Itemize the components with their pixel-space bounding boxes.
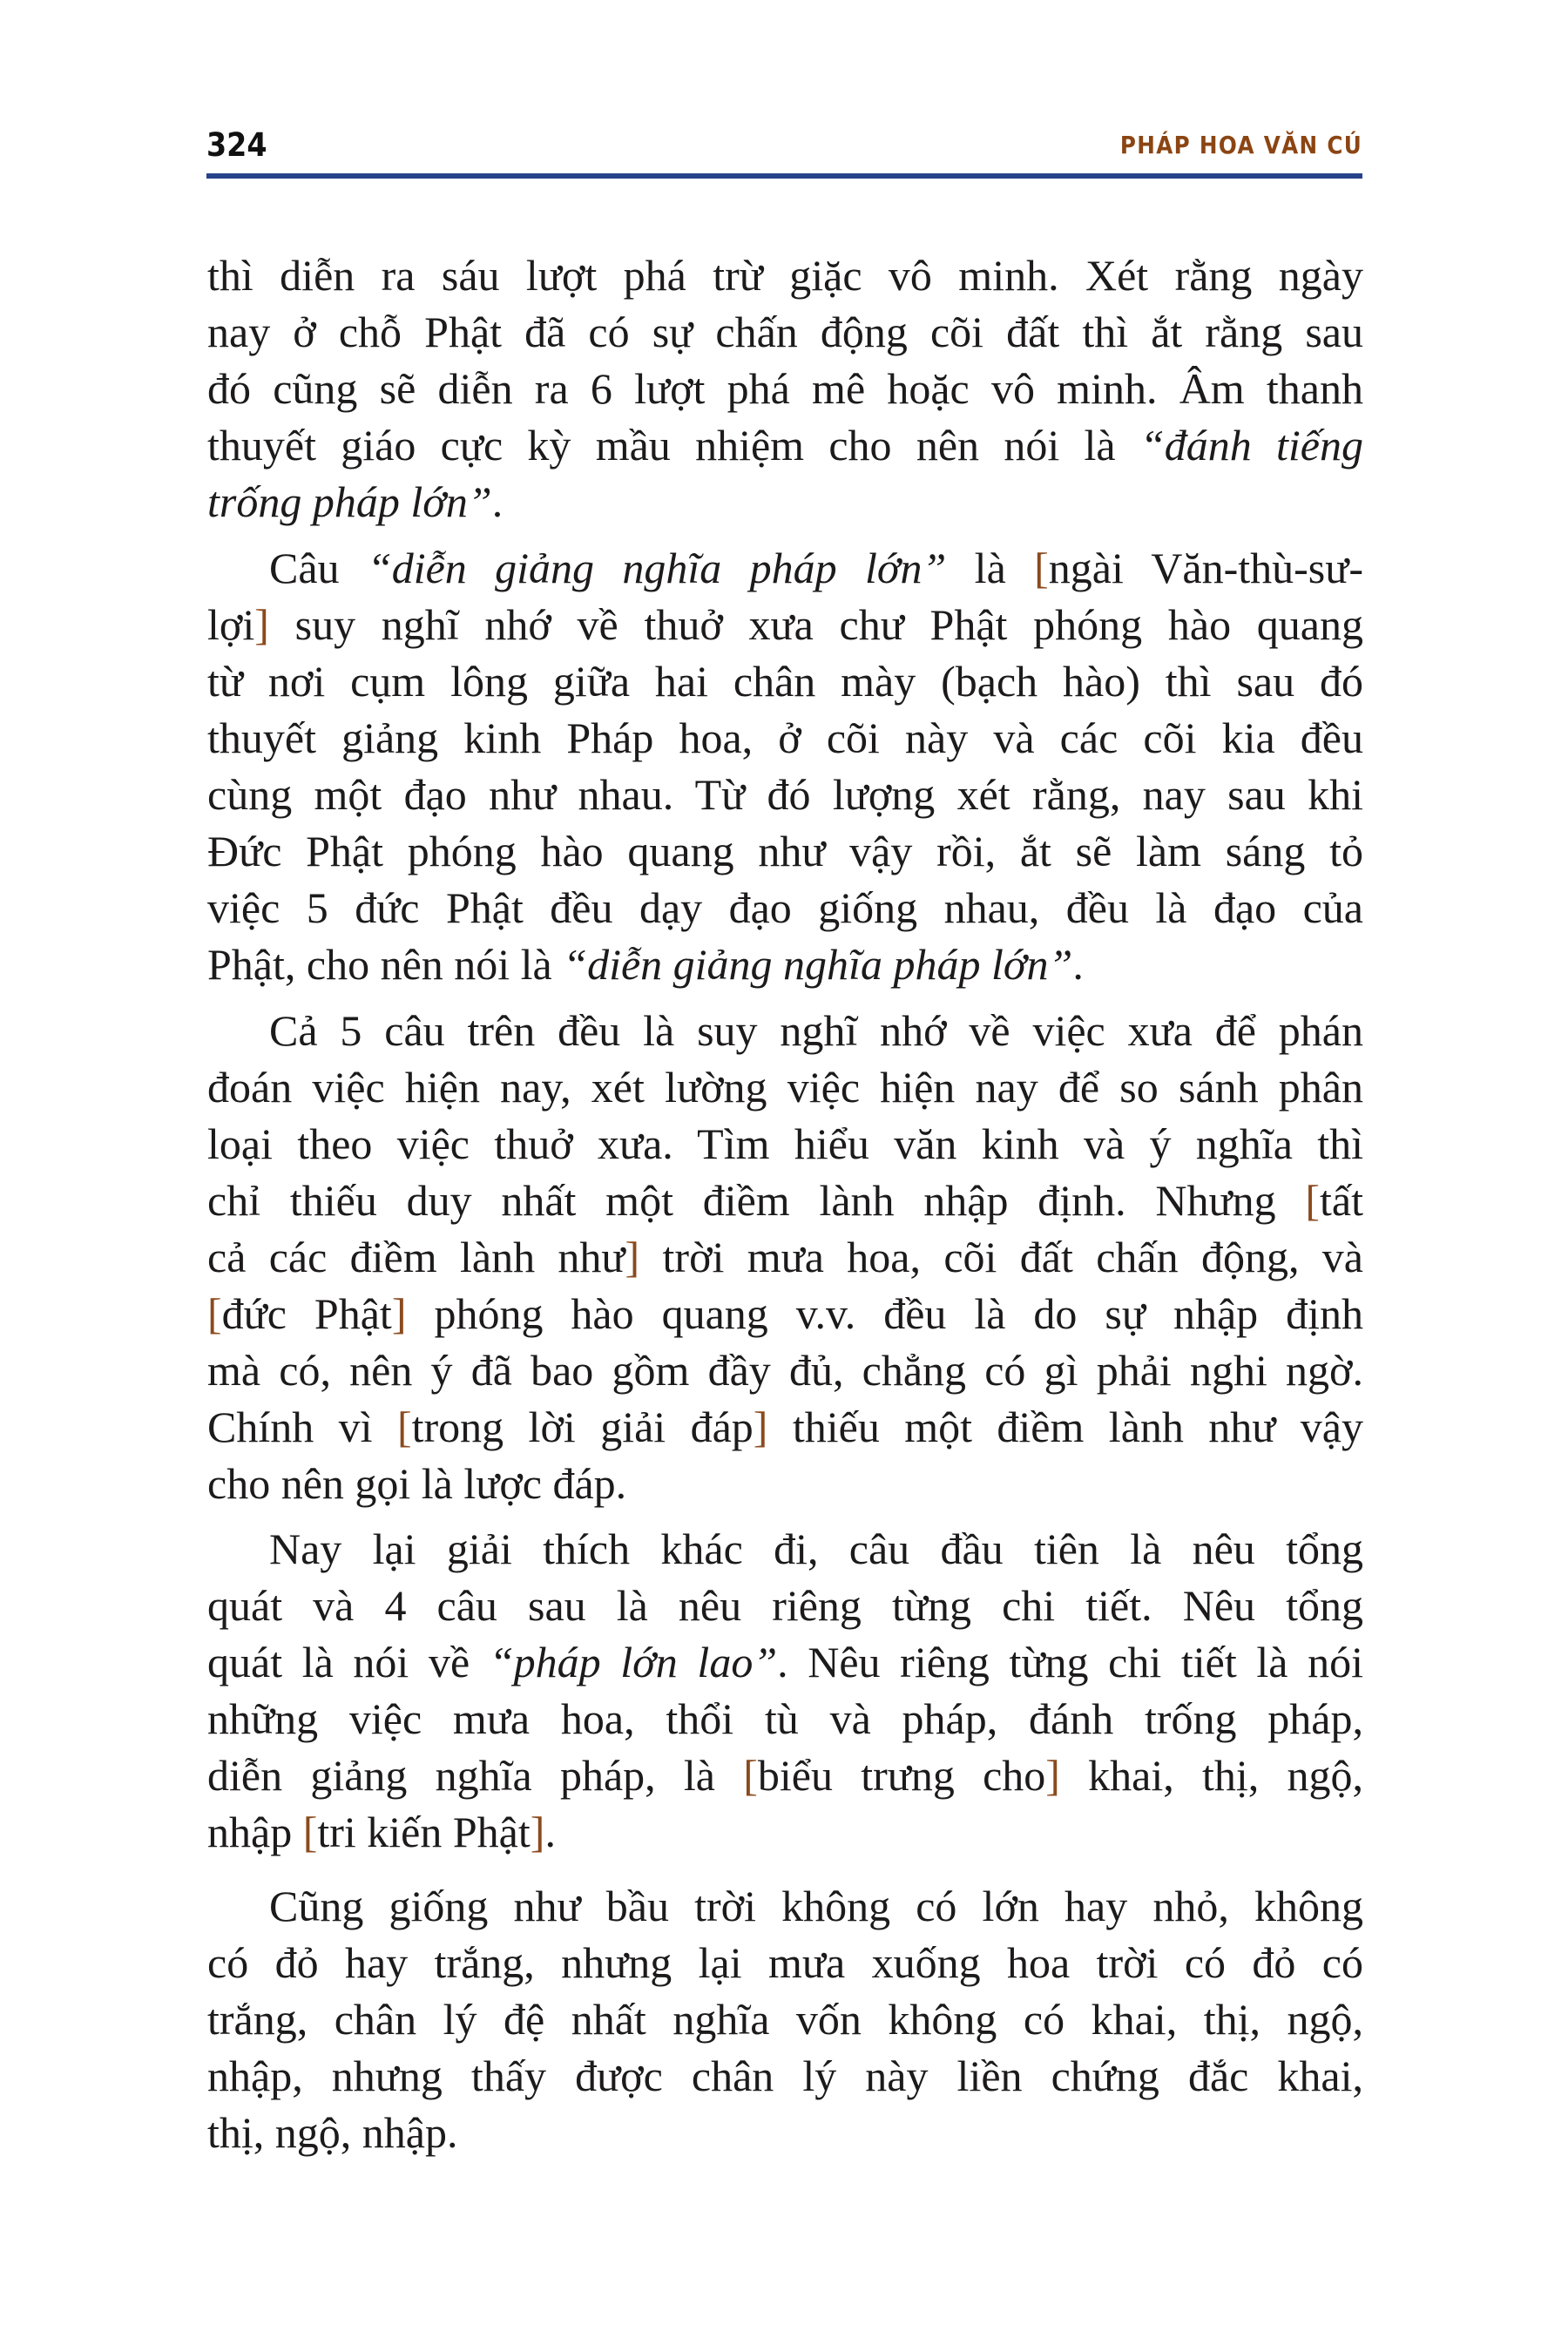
text-line (207, 1004, 1363, 1057)
text-line (207, 1880, 1363, 1932)
text-run: là (946, 544, 1035, 592)
text-run: Cũng giống như bầu trời không có lớn hay nhỏ, không (269, 1882, 1363, 1930)
text-run: có đỏ hay trắng, nhưng lại mưa xuống hoa trời có đỏ có (207, 1938, 1363, 1987)
text-run: . (544, 1808, 556, 1856)
text-line (207, 419, 1363, 471)
editorial-bracket-close: ] (530, 1808, 545, 1856)
text-line (207, 362, 1363, 415)
text-line (207, 1993, 1363, 2045)
editorial-insertion: ngài Văn-thù-sư- (1048, 544, 1363, 592)
text-run: Cả 5 câu trên đều là suy nghĩ nhớ về việc xưa để phán (269, 1006, 1363, 1055)
editorial-insertion: biểu trưng cho (757, 1751, 1046, 1800)
text-run: đoán việc hiện nay, xét lường việc hiện nay để so sánh phân (207, 1063, 1363, 1112)
text-run: suy nghĩ nhớ về thuở xưa chư Phật phóng hào quang (268, 600, 1363, 649)
text-run: quát và 4 câu sau là nêu riêng từng chi tiết. Nêu tổng (207, 1581, 1363, 1630)
text-run: cho nên gọi là lược đáp. (207, 1459, 627, 1508)
text-line (207, 938, 1363, 990)
text-line (207, 1523, 1363, 1575)
text-run: thì diễn ra sáu lượt phá trừ giặc vô minh. Xét rằng ngày (207, 251, 1363, 300)
editorial-bracket-open: [ (396, 1402, 412, 1451)
text-run: thiếu một điềm lành như vậy (767, 1402, 1363, 1451)
italic-quote: trống pháp lớn” (207, 477, 492, 526)
text-line (207, 1344, 1363, 1396)
editorial-insertion: tri kiến Phật (317, 1808, 531, 1856)
text-line (207, 825, 1363, 877)
text-line (207, 2050, 1363, 2102)
italic-quote: “pháp lớn lao” (489, 1638, 778, 1686)
text-line (207, 2106, 1363, 2159)
text-line (207, 1579, 1363, 1632)
text-run: loại theo việc thuở xưa. Tìm hiểu văn kinh và ý nghĩa thì (207, 1119, 1363, 1168)
text-line (207, 1693, 1363, 1745)
text-line (207, 1288, 1363, 1340)
italic-quote: “diễn giảng nghĩa pháp lớn” (563, 940, 1073, 989)
text-line (207, 1118, 1363, 1170)
text-line (207, 542, 1363, 594)
editorial-bracket-open: [ (1305, 1176, 1321, 1225)
running-title: PHÁP HOA VĂN CÚ (1119, 131, 1362, 159)
text-line (207, 1636, 1363, 1688)
italic-quote: “đánh tiếng (1139, 421, 1363, 470)
editorial-bracket-open: [ (1034, 544, 1049, 592)
text-run: Phật, cho nên nói là (207, 940, 564, 989)
text-line (207, 1174, 1363, 1227)
text-run: trời mưa hoa, cõi đất chấn động, và (639, 1233, 1363, 1281)
editorial-insertion: trong lời giải đáp (411, 1402, 754, 1451)
editorial-bracket-close: ] (625, 1233, 640, 1281)
editorial-bracket-close: ] (1045, 1751, 1060, 1800)
text-line (207, 598, 1363, 651)
text-run: diễn giảng nghĩa pháp, là (207, 1751, 744, 1800)
text-run: đó cũng sẽ diễn ra 6 lượt phá mê hoặc vô minh. Âm thanh (207, 364, 1363, 413)
editorial-bracket-close: ] (254, 600, 269, 649)
text-line (207, 768, 1363, 821)
text-run: trắng, chân lý đệ nhất nghĩa vốn không có khai, thị, ngộ, (207, 1995, 1363, 2044)
text-run: nhập (207, 1808, 303, 1856)
text-line (207, 1457, 1363, 1510)
text-run: cùng một đạo như nhau. Từ đó lượng xét rằng, nay sau khi (207, 770, 1363, 819)
text-run: Đức Phật phóng hào quang như vậy rồi, ắt sẽ làm sáng tỏ (207, 827, 1363, 875)
text-line (207, 1231, 1363, 1283)
text-line (207, 1806, 1363, 1858)
text-line (207, 712, 1363, 764)
editorial-bracket-open: [ (302, 1808, 318, 1856)
text-run: thuyết giảng kinh Pháp hoa, ở cõi này và các cõi kia đều (207, 713, 1363, 762)
page-header (206, 0, 1362, 179)
text-run: nhập, nhưng thấy được chân lý này liền chứng đắc khai, (207, 2051, 1363, 2100)
text-run: nay ở chỗ Phật đã có sự chấn động cõi đất thì ắt rằng sau (207, 308, 1363, 356)
text-run: việc 5 đức Phật đều dạy đạo giống nhau, đều là đạo của (207, 883, 1363, 932)
text-run: những việc mưa hoa, thổi tù và pháp, đánh trống pháp, (207, 1694, 1363, 1743)
text-run: mà có, nên ý đã bao gồm đầy đủ, chẳng có gì phải nghi ngờ. (207, 1346, 1363, 1395)
text-run: Nay lại giải thích khác đi, câu đầu tiên là nêu tổng (269, 1524, 1363, 1573)
text-line (207, 1749, 1363, 1801)
text-run: quát là nói về (207, 1638, 490, 1686)
page-number: 324 (206, 126, 267, 164)
text-run: chỉ thiếu duy nhất một điềm lành nhập định. Nhưng (207, 1176, 1306, 1225)
editorial-insertion: tất (1320, 1176, 1363, 1225)
text-run: . Nêu riêng từng chi tiết là nói (777, 1638, 1363, 1686)
editorial-bracket-open: [ (207, 1289, 222, 1338)
text-line (207, 655, 1363, 707)
text-line (207, 882, 1363, 934)
editorial-insertion: đức Phật (221, 1289, 392, 1338)
text-run: khai, thị, ngộ, (1059, 1751, 1363, 1800)
text-run: thuyết giáo cực kỳ mầu nhiệm cho nên nói là (207, 421, 1140, 470)
text-run: phóng hào quang v.v. đều là do sự nhập định (406, 1289, 1363, 1338)
editorial-insertion: cả các điềm lành như (207, 1233, 625, 1281)
text-run: thị, ngộ, nhập. (207, 2108, 458, 2157)
text-line (207, 1401, 1363, 1453)
text-run: từ nơi cụm lông giữa hai chân mày (bạch hào) thì sau đó (207, 657, 1363, 706)
header-rule (206, 173, 1362, 179)
text-line (207, 1061, 1363, 1113)
text-run: Chính vì (207, 1402, 397, 1451)
editorial-bracket-close: ] (753, 1402, 768, 1451)
text-run: . (1072, 940, 1084, 989)
italic-quote: “diễn giảng nghĩa pháp lớn” (367, 544, 947, 592)
editorial-bracket-open: [ (743, 1751, 758, 1800)
text-line (207, 1936, 1363, 1989)
text-line (207, 476, 1363, 528)
editorial-insertion: lợi (207, 600, 255, 649)
editorial-bracket-close: ] (391, 1289, 407, 1338)
text-run: Câu (269, 544, 368, 592)
text-run: . (491, 477, 504, 526)
text-line (207, 306, 1363, 358)
text-line (207, 249, 1363, 301)
